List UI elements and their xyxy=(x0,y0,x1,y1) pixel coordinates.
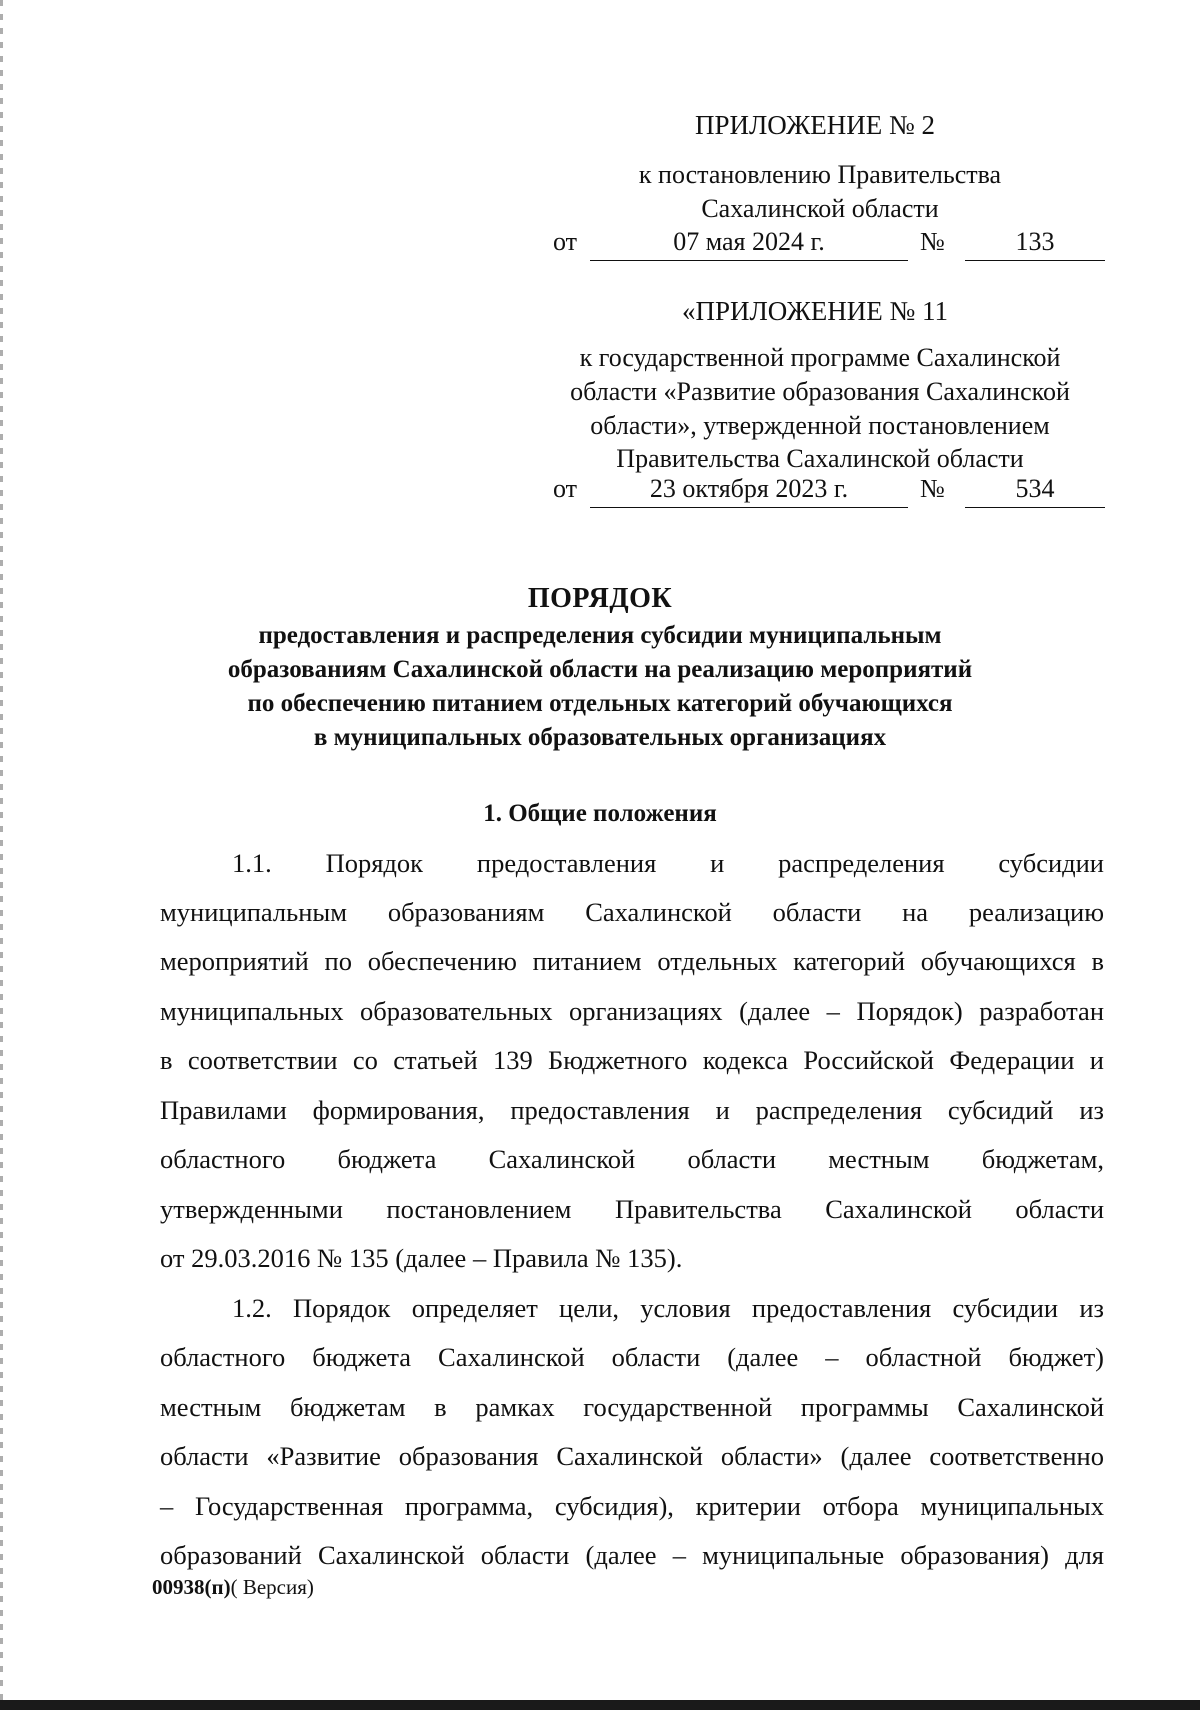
paragraph-1-1-line: муниципальным образованиям Сахалинской области на реализацию xyxy=(160,897,1104,927)
document-version: ( Версия) xyxy=(230,1575,314,1599)
ot-label: от xyxy=(553,227,578,256)
paragraph-1-2-line: местным бюджетам в рамках государственной программы Сахалинской xyxy=(160,1392,1104,1422)
paragraph-1-1-line: от 29.03.2016 № 135 (далее – Правила № 135). xyxy=(160,1243,683,1273)
paragraph-1-2-line: области «Развитие образования Сахалинской области» (далее соответственно xyxy=(160,1441,1104,1471)
subtitle-line-2: образованиям Сахалинской области на реализацию мероприятий xyxy=(227,656,973,683)
approval-2-line-2: области «Развитие образования Сахалинской xyxy=(570,377,1070,406)
scan-edge-left xyxy=(0,0,3,1710)
paragraph-1-1-line: утвержденными постановлением Правительства Сахалинской области xyxy=(160,1194,1104,1224)
paragraph-1-1-line: Правилами формирования, предоставления и распределения субсидий из xyxy=(160,1095,1104,1125)
approval-2-number: 534 xyxy=(965,474,1105,508)
appendix-2-heading: ПРИЛОЖЕНИЕ № 2 xyxy=(694,110,936,140)
paragraph-1-2-line: 1.2. Порядок определяет цели, условия предоставления субсидии из xyxy=(232,1293,1104,1323)
paragraph-1-1-line: 1.1. Порядок предоставления и распределения субсидии xyxy=(232,848,1104,878)
approval-1-line-1: к постановлению Правительства xyxy=(638,160,1002,189)
section-heading: 1. Общие положения xyxy=(483,800,717,827)
approval-2-dateline xyxy=(553,474,1105,508)
number-sign: № xyxy=(920,227,945,256)
ot-label: от xyxy=(553,474,578,503)
paragraph-1-1-line: муниципальных образовательных организациях (далее – Порядок) разработан xyxy=(160,996,1104,1026)
document-code: 00938(п) xyxy=(152,1575,231,1599)
paragraph-1-2-line: областного бюджета Сахалинской области (далее – областной бюджет) xyxy=(160,1342,1104,1372)
document-title: ПОРЯДОК xyxy=(527,583,673,614)
document-footer xyxy=(152,1575,314,1600)
approval-1-date: 07 мая 2024 г. xyxy=(590,227,908,261)
appendix-11-heading: «ПРИЛОЖЕНИЕ № 11 xyxy=(681,296,949,326)
approval-2-date: 23 октября 2023 г. xyxy=(590,474,908,508)
paragraph-1-1-line: в соответствии со статьей 139 Бюджетного кодекса Российской Федерации и xyxy=(160,1045,1104,1075)
paragraph-1-1-line: мероприятий по обеспечению питанием отдельных категорий обучающихся в xyxy=(160,946,1104,976)
approval-1-number: 133 xyxy=(965,227,1105,261)
approval-2-line-3: области», утвержденной постановлением xyxy=(590,411,1050,440)
scan-edge-bottom xyxy=(0,1700,1200,1710)
number-sign: № xyxy=(920,474,945,503)
approval-2-line-4: Правительства Сахалинской области xyxy=(616,444,1024,473)
document-subtitle xyxy=(150,619,1050,755)
paragraph-1-2-line: образований Сахалинской области (далее – муниципальные образования) для xyxy=(160,1540,1104,1570)
subtitle-line-4: в муниципальных образовательных организациях xyxy=(313,724,887,751)
approval-2-line-1: к государственной программе Сахалинской xyxy=(579,343,1061,372)
paragraph-1-1-line: областного бюджета Сахалинской области местным бюджетам, xyxy=(160,1144,1104,1174)
subtitle-line-1: предоставления и распределения субсидии муниципальным xyxy=(258,622,942,649)
approval-1-line-2: Сахалинской области xyxy=(701,194,939,223)
paragraph-1-2-line: – Государственная программа, субсидия), критерии отбора муниципальных xyxy=(160,1491,1104,1521)
subtitle-line-3: по обеспечению питанием отдельных категорий обучающихся xyxy=(247,690,953,717)
approval-1-dateline xyxy=(553,227,1105,261)
